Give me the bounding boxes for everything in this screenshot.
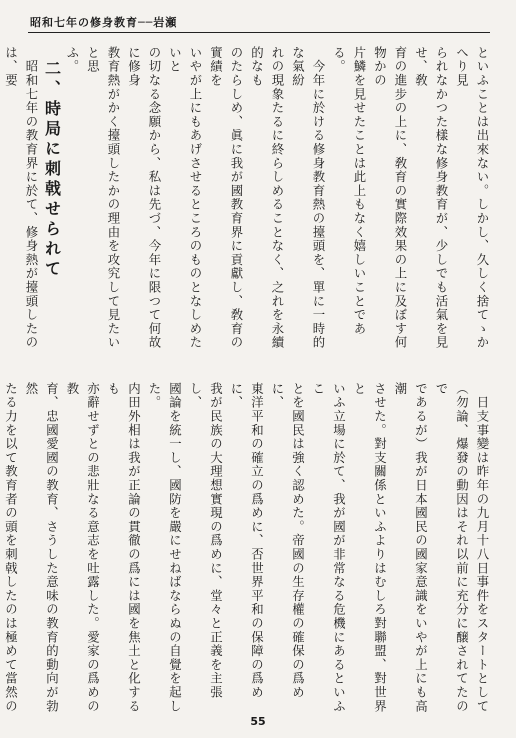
text-line: られなかつた樣な修身教育が、少しでも活氣を見せ、敎 bbox=[413, 46, 449, 350]
running-title: 昭和七年の修身教育──岩瀬 bbox=[30, 16, 178, 29]
lower-text-column bbox=[0, 382, 492, 722]
text-line: （勿論、爆發の動因はそれ以前に充分に醸されてたので bbox=[434, 382, 470, 714]
running-header bbox=[28, 14, 490, 33]
text-line: 育、忠國愛國の教育、さうした意味の教育的動向が勃然 bbox=[24, 382, 60, 714]
text-line: たる力を以て教育者の頭を刺戟したのは極めて當然の bbox=[3, 382, 19, 714]
text-line: の切なる念願から、私は先づ、今年に限つて何故に修身 bbox=[126, 46, 162, 350]
text-line: 我が民族の大理想實現の爲めに、堂々と正義を主張し、 bbox=[188, 382, 224, 700]
text-line: であるが）我が日本國民の國家意識をいやが上にも高潮 bbox=[393, 382, 429, 714]
text-line: いやが上にもあげさせるところのものとなしめたいと bbox=[167, 46, 203, 350]
text-line: ふ。 bbox=[65, 46, 80, 74]
text-line: させた。對支關係といふよりはむしろ對聯盟、對世界と bbox=[352, 382, 388, 714]
upper-text-column bbox=[0, 46, 492, 351]
text-line: 育の進步の上に、敎育の實際效果の上に及ぼす何物かの bbox=[372, 46, 408, 350]
text-line: いふ立場に於て、我が國が非常なる危機にあるといふこ bbox=[311, 382, 347, 714]
page-body bbox=[3, 46, 492, 714]
section-heading: 二、時局に刺戟せられて bbox=[42, 60, 62, 280]
text-line: 亦辭せずとの悲壯なる意志を吐露した。愛家の爲めの教 bbox=[65, 382, 101, 714]
text-line: 教育熱がかく擡頭したかの理由を攻究して見たいと思 bbox=[85, 46, 121, 350]
text-line: 昭和七年の教育界に於て、修身熱が擡頭したのは、要 bbox=[3, 46, 39, 350]
text-line: 今年に於ける修身教育熱の擡頭を、單に一時的な氣紛 bbox=[290, 46, 326, 350]
text-line: のたらしめ、眞に我が國教育界に貢獻し、敎育の實績を bbox=[208, 46, 244, 350]
page-number: 55 bbox=[250, 715, 266, 728]
text-line: とを國民は強く認めた。帝國の生存權の確保の爲めに、 bbox=[270, 382, 306, 700]
text-line: 國論を統一し、國防を嚴にせねばならぬの自覺を起した。 bbox=[147, 382, 183, 714]
text-line: 東洋平和の確立の爲めに、否世界平和の保障の爲めに、 bbox=[229, 382, 265, 700]
text-line: 内田外相は我が正論の貫徹の爲には國を焦土と化するも bbox=[106, 382, 142, 714]
text-line: 片鱗を見せたことは此上もなく嬉しいことである。 bbox=[331, 46, 367, 336]
text-line: といふことは出來ない。しかし、久しく捨てゝかへり見 bbox=[454, 46, 490, 350]
text-line: 日支事變は昨年の九月十八日事件をスタートとして bbox=[475, 382, 490, 714]
text-line: れの現象たるに終らしめることなく、之れを永續的なも bbox=[249, 46, 285, 350]
